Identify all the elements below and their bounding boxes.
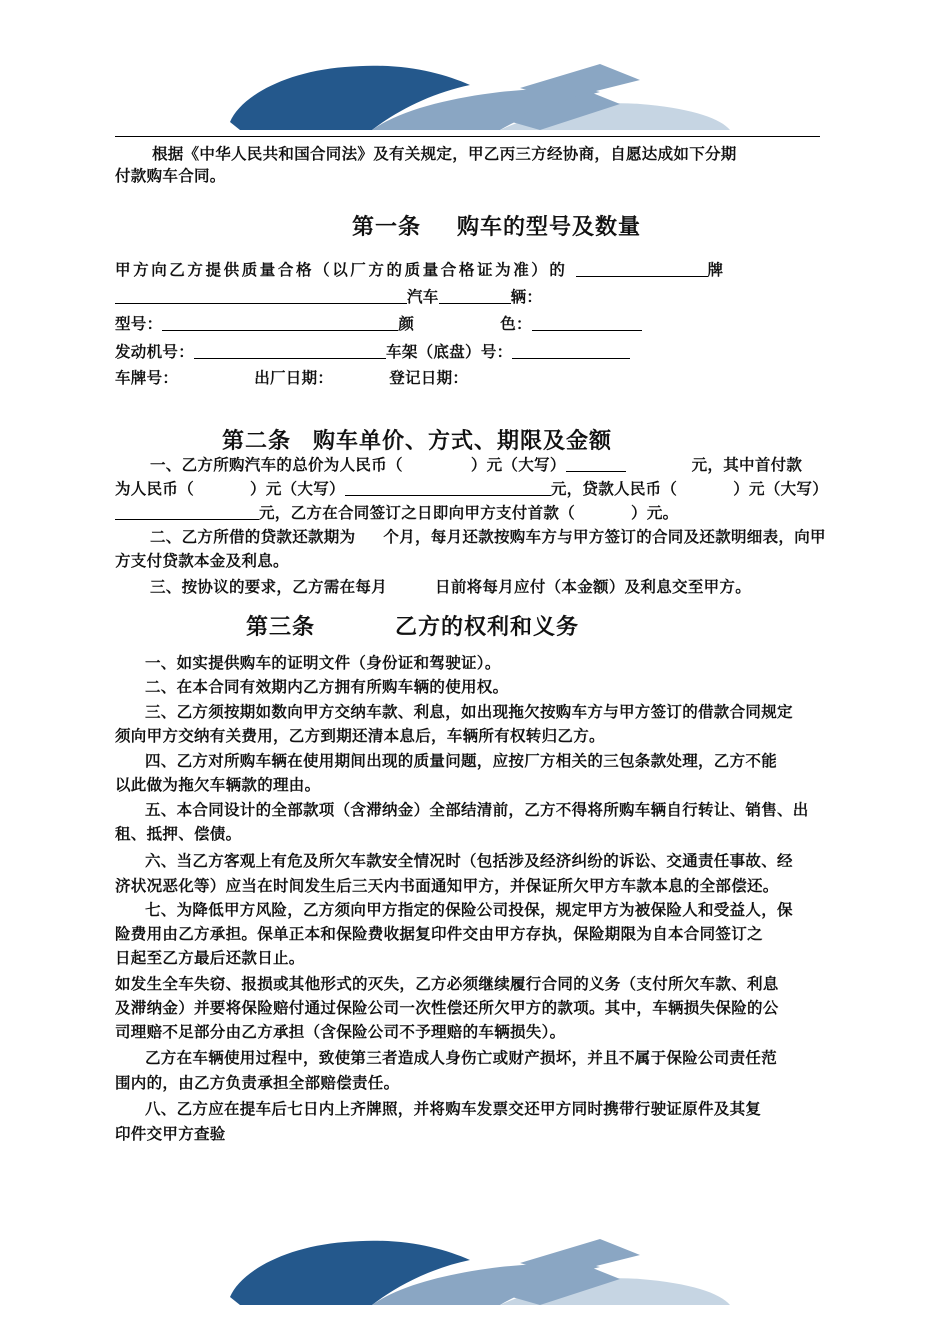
total-price-text: 一、乙方所购汽车的总价为人民币（ — [150, 455, 403, 474]
brand-suffix: 牌 — [707, 260, 726, 279]
article-3-line: 司理赔不足部分由乙方承担（含保险公司不予理赔的车辆损失）。 — [115, 1022, 566, 1041]
color-label-1: 颜 — [398, 314, 415, 333]
article-2-p1-line-2 — [115, 479, 828, 499]
article-3-line: 乙方在车辆使用过程中，致使第三者造成人身伤亡或财产损坏，并且不属于保险公司责任范 — [145, 1048, 778, 1067]
article-3-line: 及滞纳金）并要将保险赔付通过保险公司一次性偿还所欠甲方的款项。其中，车辆损失保险的公 — [115, 998, 779, 1017]
article-3-title: 乙方的权利和义务 — [395, 614, 580, 640]
article-2-p1-line-1 — [150, 455, 802, 475]
article-1-row-1 — [115, 260, 726, 280]
article-3-number: 第三条 — [246, 614, 316, 640]
article-3-line: 印件交甲方查验 — [115, 1124, 226, 1143]
article-3-heading — [246, 610, 579, 641]
down-payment-text: 元，其中首付款 — [691, 455, 803, 474]
article-3-line: 五、本合同设计的全部款项（含滞纳金）全部结清前，乙方不得将所购车辆自行转让、销售、出 — [145, 800, 809, 819]
down-payment-rmb-text: 为人民币（ — [115, 479, 195, 498]
footer-logo — [0, 1175, 950, 1305]
quantity-field[interactable] — [439, 288, 511, 304]
intro-line-2: 付款购车合同。 — [115, 166, 226, 185]
loan-caps-text: ）元（大写） — [733, 479, 829, 498]
article-3-line: 须向甲方交纳有关费用，乙方到期还清本息后，车辆所有权转归乙方。 — [115, 726, 605, 745]
total-price-caps-text: ）元（大写） — [470, 455, 566, 474]
article-3-line: 租、抵押、偿债。 — [115, 824, 242, 843]
plate-label: 车牌号： — [115, 368, 179, 387]
article-1-heading — [352, 210, 641, 241]
monthly-payment-text: 日前将每月应付（本金额）及利息交至甲方。 — [435, 577, 752, 596]
down-payment-caps-field[interactable] — [345, 480, 551, 496]
loan-caps-field[interactable] — [115, 504, 259, 520]
engine-label: 发动机号： — [115, 342, 195, 361]
article-2-p3 — [150, 577, 751, 597]
register-date-label: 登记日期： — [389, 368, 469, 387]
article-2-number: 第二条 — [222, 428, 292, 454]
loan-term-text: 二、乙方所借的贷款还款期为 — [150, 527, 356, 546]
repayment-text: 个月，每月还款按购车方与甲方签订的合同及还款明细表，向甲 — [383, 527, 826, 546]
header-rule — [115, 136, 820, 137]
factory-date-label: 出厂日期： — [254, 368, 334, 387]
article-3-line: 围内的，由乙方负责承担全部赔偿责任。 — [115, 1073, 400, 1092]
article-1-row-4 — [115, 342, 630, 362]
article-3-line: 济状况恶化等）应当在时间发生后三天内书面通知甲方，并保证所欠甲方车款本息的全部偿还。 — [115, 876, 779, 895]
total-price-caps-field[interactable] — [566, 456, 626, 472]
vehicle-type-field[interactable] — [115, 288, 407, 304]
color-label-2: 色： — [500, 314, 532, 333]
article-2-title: 购车单价、方式、期限及金额 — [313, 428, 613, 454]
article-3-line: 七、为降低甲方风险，乙方须向甲方指定的保险公司投保，规定甲方为被保险人和受益人，保 — [145, 900, 793, 919]
loan-text: 元，贷款人民币（ — [550, 479, 678, 498]
supply-text: 甲方向乙方提供质量合格（以厂方的质量合格证为准）的 — [115, 260, 568, 279]
article-2-heading — [222, 424, 612, 455]
article-2-p1-line-3 — [115, 503, 678, 523]
article-3-line: 八、乙方应在提车后七日内上齐牌照，并将购车发票交还甲方同时携带行驶证原件及其复 — [145, 1099, 762, 1118]
due-day-text: 三、按协议的要求，乙方需在每月 — [150, 577, 388, 596]
engine-number-field[interactable] — [194, 343, 386, 359]
frame-label: 车架（底盘）号： — [386, 342, 513, 361]
article-3-line: 如发生全车失窃、报损或其他形式的灭失，乙方必须继续履行合同的义务（支付所欠车款、利息 — [115, 974, 779, 993]
model-label: 型号： — [115, 314, 163, 333]
article-3-line: 三、乙方须按期如数向甲方交纳车款、利息，如出现拖欠按购车方与甲方签订的借款合同规定 — [145, 702, 793, 721]
article-3-line: 险费用由乙方承担。保单正本和保险费收据复印件交由甲方存执，保险期限为自本合同签订之 — [115, 924, 763, 943]
article-2-p2-line-2: 方支付贷款本金及利息。 — [115, 551, 289, 570]
intro-line-1: 根据《中华人民共和国合同法》及有关规定，甲乙丙三方经协商，自愿达成如下分期 — [152, 144, 737, 163]
article-3-line: 二、在本合同有效期内乙方拥有所购车辆的使用权。 — [145, 677, 509, 696]
down-payment-caps-text: ）元（大写） — [250, 479, 345, 498]
article-3-line: 日起至乙方最后还款日止。 — [115, 948, 305, 967]
frame-number-field[interactable] — [512, 343, 630, 359]
article-1-title: 购车的型号及数量 — [457, 214, 642, 240]
first-payment-text: 元，乙方在合同签订之日即向甲方支付首款（ — [259, 503, 576, 522]
article-3-line: 以此做为拖欠车辆款的理由。 — [115, 775, 321, 794]
article-3-line: 一、如实提供购车的证明文件（身份证和驾驶证）。 — [145, 653, 501, 672]
article-1-row-5 — [115, 368, 468, 388]
quantity-unit: 辆： — [510, 287, 543, 306]
article-3-line: 六、当乙方客观上有危及所欠车款安全情况时（包括涉及经济纠纷的诉讼、交通责任事故、经 — [145, 851, 793, 870]
brand-field[interactable] — [576, 261, 708, 277]
article-3-line: 四、乙方对所购车辆在使用期间出现的质量问题，应按厂方相关的三包条款处理，乙方不能 — [145, 751, 778, 770]
article-1-number: 第一条 — [352, 214, 422, 240]
color-field[interactable] — [532, 315, 642, 331]
article-1-row-2 — [115, 287, 542, 307]
article-1-row-3 — [115, 314, 642, 334]
article-2-p2-line-1 — [150, 527, 826, 547]
model-field[interactable] — [162, 315, 398, 331]
header-logo — [0, 0, 950, 130]
car-label: 汽车 — [407, 287, 439, 306]
first-payment-end: ）元。 — [631, 503, 679, 522]
